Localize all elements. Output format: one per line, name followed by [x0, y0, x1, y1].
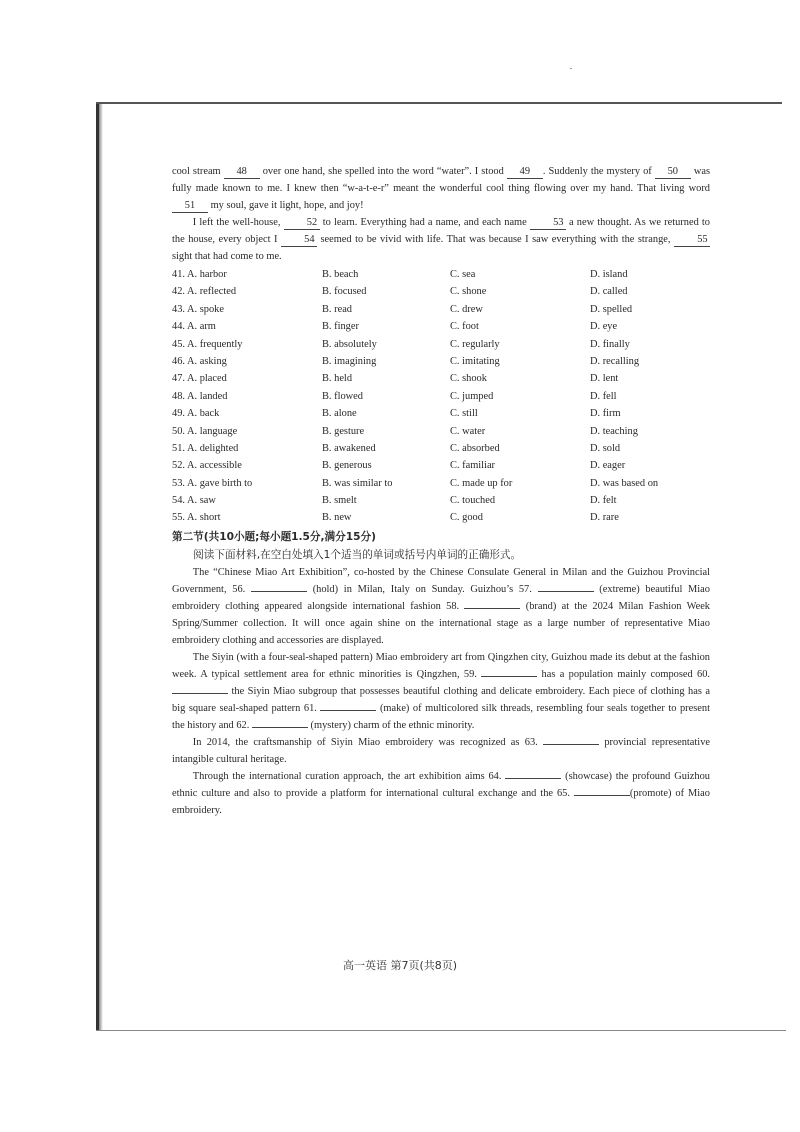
option-b: B. flowed: [322, 390, 363, 402]
option-row-41: [172, 266, 710, 283]
option-c: C. still: [450, 408, 478, 420]
option-row-46: [172, 353, 710, 370]
scan-shadow: [99, 104, 103, 1030]
text-run: my soul, gave it light, hope, and joy!: [208, 200, 364, 211]
text-run: was fully made known to me. I knew then “w-a-t-e-r” meant the wonderful cool thing flowing over my hand. That living word: [172, 166, 711, 194]
blank-56: [251, 591, 307, 592]
option-c: C. good: [450, 512, 483, 524]
option-a: 50. A. language: [172, 425, 238, 437]
option-row-54: [172, 492, 710, 509]
text-run: The “Chinese Miao Art Exhibition”, co-hosted by the Chinese Consulate General in Milan and the Guizhou Provincial Government, 56.: [172, 566, 710, 595]
text-run: In 2014, the craftsmanship of Siyin Miao embroidery was recognized as 63.: [192, 736, 544, 748]
blank-52: 52: [284, 216, 320, 230]
option-row-53: [172, 475, 710, 492]
text-run: the Siyin Miao subgroup that possesses beautiful clothing and delicate embroidery. Each piece of clothing has a big square seal-shaped pattern 61.: [172, 685, 710, 714]
passage-paragraph-2: [172, 649, 710, 734]
blank-50: 50: [655, 165, 691, 179]
option-row-45: [172, 336, 710, 353]
cloze-paragraph-1: [172, 163, 710, 214]
option-b: B. absolutely: [322, 338, 377, 350]
option-d: D. eye: [590, 321, 618, 333]
option-row-44: [172, 318, 710, 335]
option-d: D. fell: [590, 390, 617, 402]
text-run: (brand) at the 2024 Milan Fashion Week Spring/Summer collection. It will once again shine on the international stage as a large number of representative Miao embroidery clothing and accessories are displayed.: [172, 600, 710, 646]
option-c: C. touched: [450, 495, 496, 507]
option-a: 51. A. delighted: [172, 442, 239, 454]
option-d: D. was based on: [590, 477, 659, 489]
option-d: D. island: [590, 269, 628, 280]
page-top-border: [96, 102, 782, 104]
blank-60: [172, 693, 228, 694]
option-b: B. imagining: [322, 355, 377, 367]
option-d: D. recalling: [590, 355, 640, 367]
option-c: C. shook: [450, 373, 487, 385]
option-b: B. beach: [322, 269, 359, 280]
text-run: cool stream: [172, 166, 224, 177]
section-instruction: 阅读下面材料,在空白处填入1个适当的单词或括号内单词的正确形式。: [193, 548, 522, 561]
blank-65: [574, 795, 630, 796]
text-run: over one hand, she spelled into the word “water”. I stood: [259, 166, 507, 177]
option-b: B. awakened: [322, 442, 376, 454]
text-run: (hold) in Milan, Italy on Sunday. Guizhou’s 57.: [306, 583, 538, 595]
option-c: C. shone: [450, 286, 487, 298]
option-b: B. was similar to: [322, 477, 393, 489]
option-d: D. lent: [590, 373, 619, 385]
text-run: . Suddenly the mystery of: [542, 166, 655, 177]
exam-content: [172, 163, 710, 819]
option-c: C. sea: [450, 269, 476, 280]
option-b: B. held: [322, 373, 353, 385]
text-run: seemed to be vivid with life. That was because I saw everything with the strange,: [316, 234, 674, 245]
option-row-52: [172, 457, 710, 474]
blank-61: [320, 710, 376, 711]
text-run: a new thought. As we returned to the house, every object I: [172, 217, 710, 245]
option-a: 43. A. spoke: [172, 303, 224, 315]
option-c: C. imitating: [450, 355, 500, 367]
option-b: B. read: [322, 303, 353, 315]
option-row-49: [172, 405, 710, 422]
option-row-47: [172, 370, 710, 387]
blank-48: 48: [224, 165, 260, 179]
option-d: D. rare: [590, 512, 619, 524]
answer-options: [172, 266, 710, 527]
text-run: (extreme) beautiful Miao embroidery clothing appeared alongside international fashion 58.: [172, 583, 710, 612]
option-d: D. firm: [590, 408, 621, 420]
text-run: (showcase) the profound Guizhou ethnic culture and also to provide a platform for international cultural exchange and the 65.: [172, 770, 710, 799]
option-d: D. called: [590, 286, 628, 298]
option-a: 48. A. landed: [172, 390, 228, 402]
option-d: D. felt: [590, 495, 617, 507]
option-a: 46. A. asking: [172, 355, 227, 367]
text-run: (make) of multicolored silk threads, resembling four seals together to present the history and 62.: [172, 702, 710, 731]
option-c: C. absorbed: [450, 442, 500, 454]
cloze-paragraph-2: [172, 214, 710, 265]
option-a: 52. A. accessible: [172, 460, 242, 472]
option-row-42: [172, 283, 710, 300]
blank-62: [252, 727, 308, 728]
text-run: I left the well-house,: [192, 217, 284, 228]
option-c: C. drew: [450, 303, 483, 315]
option-a: 44. A. arm: [172, 321, 216, 333]
option-a: 41. A. harbor: [172, 269, 227, 280]
blank-58: [464, 608, 520, 609]
option-b: B. smelt: [322, 495, 357, 507]
passage-paragraph-3: [172, 734, 710, 768]
blank-64: [505, 778, 561, 779]
option-d: D. teaching: [590, 425, 638, 437]
blank-51: 51: [172, 199, 208, 213]
passage-paragraph-4: [172, 768, 710, 819]
scan-speck: [570, 68, 572, 69]
option-a: 53. A. gave birth to: [172, 477, 253, 489]
blank-57: [538, 591, 594, 592]
blank-49: 49: [507, 165, 543, 179]
option-b: B. finger: [322, 321, 359, 333]
text-run: to learn. Everything had a name, and each name: [319, 217, 530, 228]
option-c: C. jumped: [450, 390, 494, 402]
option-c: C. water: [450, 425, 486, 437]
option-row-50: [172, 423, 710, 440]
option-b: B. generous: [322, 460, 372, 472]
option-c: C. regularly: [450, 338, 500, 350]
option-b: B. new: [322, 512, 352, 524]
option-d: D. spelled: [590, 303, 633, 315]
option-a: 42. A. reflected: [172, 286, 237, 298]
option-d: D. sold: [590, 442, 621, 454]
option-c: C. foot: [450, 321, 479, 333]
option-b: B. gesture: [322, 425, 365, 437]
option-a: 45. A. frequently: [172, 338, 243, 350]
text-run: provincial representative intangible cultural heritage.: [172, 736, 710, 765]
blank-53: 53: [530, 216, 566, 230]
text-run: (mystery) charm of the ethnic minority.: [307, 719, 475, 731]
option-row-43: [172, 301, 710, 318]
option-row-55: [172, 509, 710, 526]
option-a: 49. A. back: [172, 408, 220, 420]
option-c: C. familiar: [450, 460, 496, 472]
text-run: Through the international curation approach, the art exhibition aims 64.: [192, 770, 506, 782]
option-b: B. alone: [322, 408, 357, 420]
text-run: (promote) of Miao embroidery.: [172, 787, 710, 816]
blank-63: [543, 744, 599, 745]
text-run: The Siyin (with a four-seal-shaped pattern) Miao embroidery art from Qingzhen city, Guizhou made its debut at the fashion week. A typical settlement area for ethnic minorities is Qingzhen, 59.: [172, 651, 710, 680]
option-a: 55. A. short: [172, 512, 221, 524]
option-row-51: [172, 440, 710, 457]
option-a: 47. A. placed: [172, 373, 227, 385]
section-heading: 第二节(共10小题;每小题1.5分,满分15分): [172, 530, 376, 543]
option-c: C. made up for: [450, 477, 513, 489]
blank-54: 54: [281, 233, 317, 247]
option-a: 54. A. saw: [172, 495, 216, 507]
text-run: has a population mainly composed 60.: [537, 668, 710, 680]
passage-paragraph-1: [172, 564, 710, 649]
blank-55: 55: [674, 233, 710, 247]
option-row-48: [172, 388, 710, 405]
page-footer: 高一英语 第7页(共8页): [342, 959, 458, 972]
blank-59: [481, 676, 537, 677]
option-d: D. eager: [590, 460, 626, 472]
page-bottom-border: [96, 1030, 786, 1031]
option-d: D. finally: [590, 338, 630, 350]
option-b: B. focused: [322, 286, 367, 298]
text-run: sight that had come to me.: [172, 251, 282, 262]
